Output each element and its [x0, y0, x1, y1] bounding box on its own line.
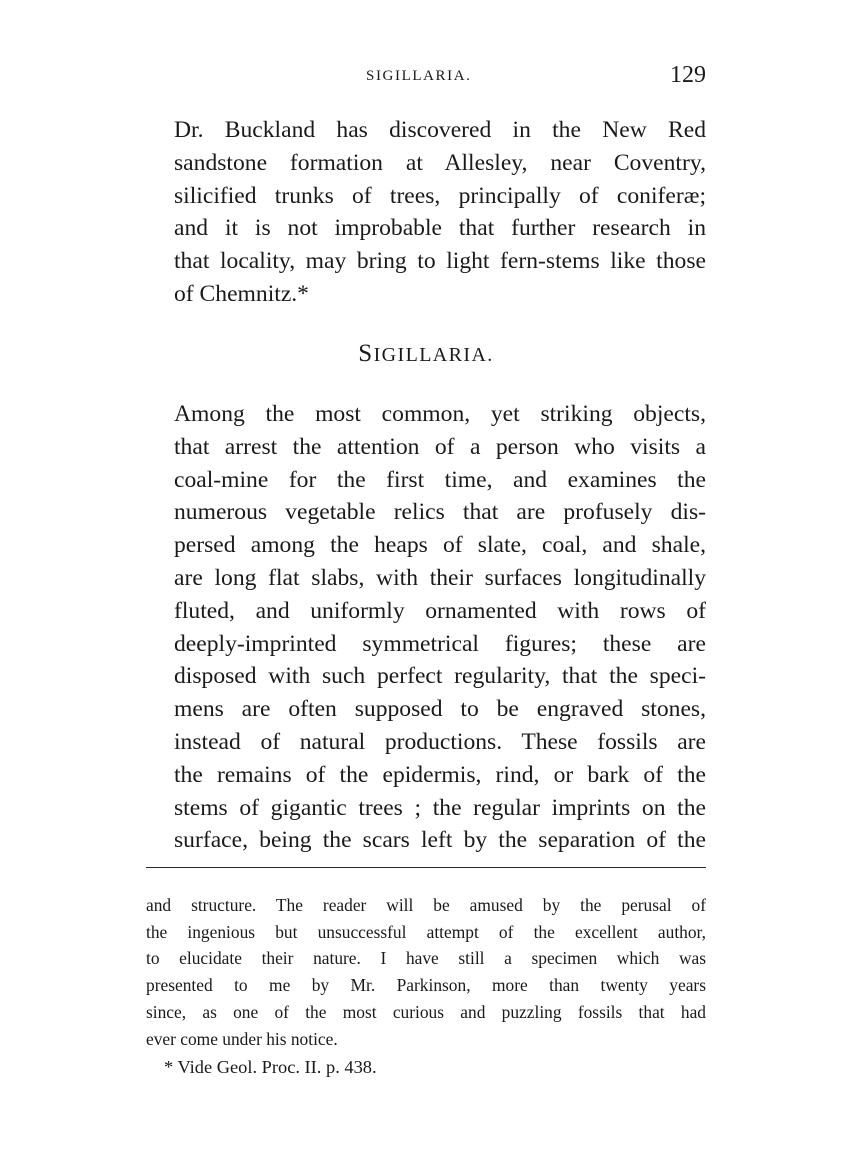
text-line: of Chemnitz.*	[174, 280, 309, 307]
text-line: mens are often supposed to be engraved stones,	[174, 696, 706, 723]
footnote-line: to elucidate their nature. I have still a specimen which was	[146, 948, 706, 969]
footnote-line: since, as one of the most curious and puzzling fossils that had	[146, 1001, 706, 1022]
running-head	[146, 62, 706, 96]
section-heading-initial: S	[358, 340, 374, 367]
text-line: numerous vegetable relics that are profusely dis-	[174, 499, 706, 526]
text-line: instead of natural productions. These fossils are	[174, 728, 706, 755]
text-line: are long flat slabs, with their surfaces longitudinally	[174, 564, 706, 591]
paragraph-buckland	[146, 114, 706, 311]
footnote-line: ever come under his notice.	[146, 1028, 338, 1049]
text-line: deeply-imprinted symmetrical figures; these are	[174, 630, 706, 657]
text-line: persed among the heaps of slate, coal, and shale,	[174, 532, 706, 559]
footnote-line: presented to me by Mr. Parkinson, more than twenty years	[146, 975, 706, 996]
text-line: coal-mine for the first time, and examines the	[174, 466, 706, 493]
footnote-line: the ingenious but unsuccessful attempt of the excellent author,	[146, 921, 706, 942]
text-line: surface, being the scars left by the separation of the	[174, 827, 706, 854]
text-line: Among the most common, yet striking objects,	[174, 401, 706, 427]
footnote-line: and structure. The reader will be amused by the perusal of	[146, 895, 706, 915]
running-head-title: SIGILLARIA.	[366, 68, 472, 84]
section-heading	[146, 340, 706, 368]
page-number: 129	[670, 62, 706, 88]
text-line: stems of gigantic trees ; the regular imprints on the	[174, 794, 706, 821]
text-line: and it is not improbable that further research in	[174, 215, 706, 242]
text-line: Dr. Buckland has discovered in the New Red	[174, 117, 706, 143]
footnote-continued	[146, 892, 706, 1052]
text-line: the remains of the epidermis, rind, or bark of the	[174, 761, 706, 788]
text-line: that arrest the attention of a person who visits a	[174, 433, 706, 460]
text-line: sandstone formation at Allesley, near Coventry,	[174, 149, 706, 176]
text-line: that locality, may bring to light fern-stems like those	[174, 248, 706, 275]
text-line: disposed with such perfect regularity, that the speci-	[174, 663, 706, 690]
text-line: fluted, and uniformly ornamented with rows of	[174, 597, 706, 624]
text-line: silicified trunks of trees, principally of coniferæ;	[174, 182, 706, 209]
footnote-reference: * Vide Geol. Proc. II. p. 438.	[164, 1057, 377, 1077]
section-heading-rest: IGILLARIA.	[373, 344, 494, 366]
paragraph-sigillaria	[146, 398, 706, 857]
footnote-divider	[146, 867, 706, 868]
